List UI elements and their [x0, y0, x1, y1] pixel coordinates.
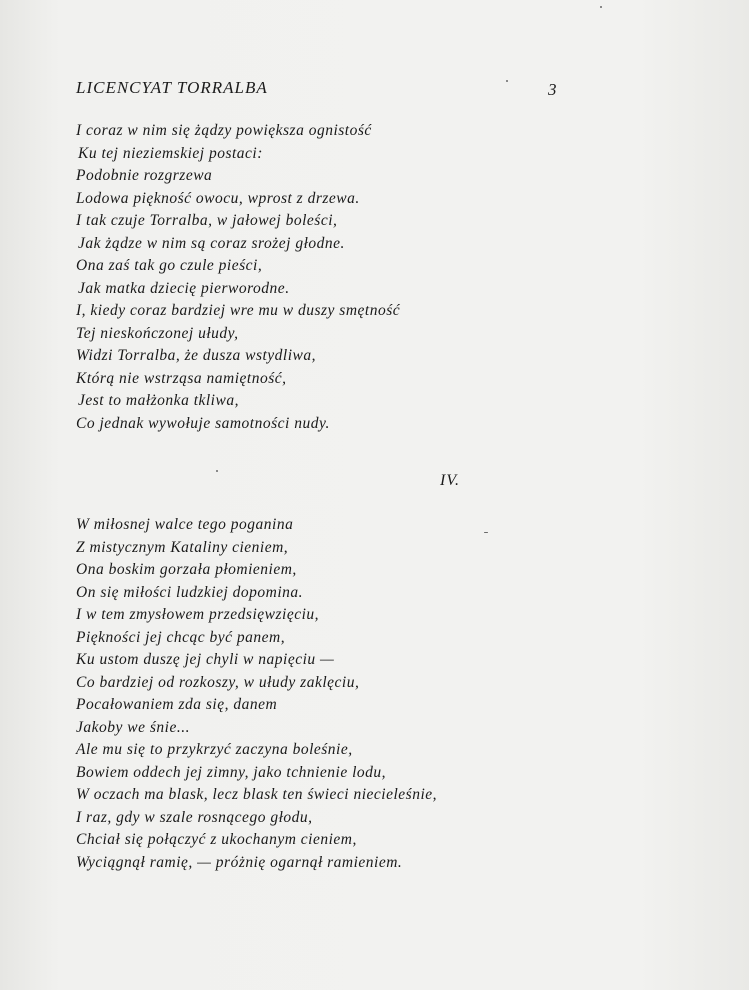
verse-line: Ku ustom duszę jej chyli w napięciu — [76, 651, 335, 668]
verse-line: Ale mu się to przykrzyć zaczyna boleśnie, [76, 741, 353, 758]
verse-line: Widzi Torralba, że dusza wstydliwa, [76, 347, 317, 364]
verse-line: Jak żądze w nim są coraz srożej głodne. [78, 234, 345, 252]
verse-line: Piękności jej chcąc być panem, [76, 628, 286, 646]
verse-line: I raz, gdy w szale rosnącego głodu, [76, 808, 313, 826]
verse-line: W miłosnej walce tego poganina [76, 516, 294, 533]
paper-speck [600, 6, 602, 8]
verse-line: Podobnie rozgrzewa [76, 167, 213, 184]
verse-line: Jak matka dziecię pierworodne. [78, 279, 290, 297]
paper-speck [484, 532, 488, 533]
verse-line: Z mistycznym Kataliny cieniem, [76, 538, 289, 556]
running-head: LICENCYAT TORRALBA [76, 78, 268, 97]
verse-line: Ku tej nieziemskiej postaci: [78, 144, 263, 162]
verse-line: Ona zaś tak go czule pieści, [76, 257, 263, 274]
verse-line: I, kiedy coraz bardziej wre mu w duszy smętność [76, 302, 401, 319]
verse-line: I coraz w nim się żądzy powiększa ognistość [76, 122, 372, 139]
verse-line: Bowiem oddech jej zimny, jako tchnienie lodu, [76, 763, 387, 781]
stanza-1 [76, 120, 536, 435]
paper-speck [216, 470, 218, 472]
verse-line: Ona boskim gorzała płomieniem, [76, 561, 297, 578]
page-number: 3 [548, 80, 557, 99]
verse-line: On się miłości ludzkiej dopomina. [76, 583, 304, 601]
verse-line: Co bardziej od rozkoszy, w ułudy zaklęciu, [76, 673, 360, 691]
verse-line: Jest to małżonka tkliwa, [78, 392, 239, 409]
verse-line: W oczach ma blask, lecz blask ten świeci niecieleśnie, [76, 786, 438, 803]
verse-line: Wyciągnął ramię, — próżnię ogarnął ramieniem. [76, 853, 403, 871]
stanza-2 [76, 514, 536, 874]
verse-line: Lodowa piękność owocu, wprost z drzewa. [76, 189, 360, 207]
verse-line: I tak czuje Torralba, w jałowej boleści, [76, 212, 338, 229]
verse-line: Tej nieskończonej ułudy, [76, 324, 239, 342]
verse-line: Chciał się połączyć z ukochanym cieniem, [76, 831, 357, 848]
section-heading: IV. [440, 472, 461, 489]
verse-line: Jakoby we śnie... [76, 718, 190, 736]
paper-speck [506, 80, 508, 82]
verse-line: Którą nie wstrząsa namiętność, [76, 369, 287, 387]
verse-line: Pocałowaniem zda się, danem [76, 696, 278, 713]
verse-line: I w tem zmysłowem przedsięwzięciu, [76, 606, 320, 623]
verse-line: Co jednak wywołuje samotności nudy. [76, 414, 330, 432]
